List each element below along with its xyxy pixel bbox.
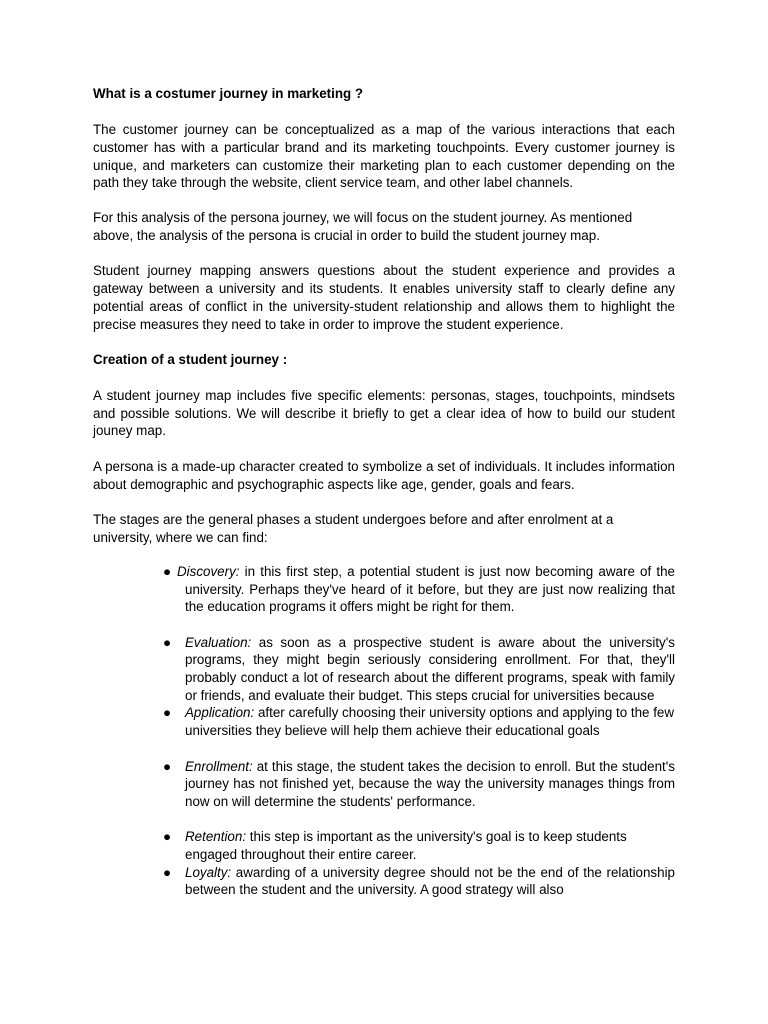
bullet-icon: ● [163,563,172,579]
stage-term: Retention: [185,829,247,845]
stage-description: as soon as a prospective student is aware about the university's programs, they might begin seriously considering enrollment. For that, they'll probably conduct a lot of research about the different programs, speak with family or friends, and evaluate their budget. This steps crucial for universities because [185,634,675,703]
list-item-evaluation [163,634,675,705]
list-item-loyalty [163,864,675,899]
stage-description: at this stage, the student takes the decision to enroll. But the student's journey has not finished yet, because the way the university manages things from now on will determine the students' performance. [185,758,675,809]
bullet-icon: ● [163,705,172,721]
paragraph-persona-definition: A persona is a made-up character created to symbolize a set of individuals. It includes information about demographic and psychographic aspects like age, gender, goals and fears. [93,459,675,492]
bullet-icon: ● [163,864,172,880]
paragraph-persona-journey-focus: For this analysis of the persona journey, we will focus on the student journey. As mentioned above, the analysis of the persona is crucial in order to build the student journey map. [93,210,633,243]
stages-bullet-list [163,563,675,899]
list-item-discovery [163,563,675,616]
stage-term: Enrollment: [185,758,253,774]
list-item-enrollment [163,758,675,811]
bullet-icon: ● [163,758,172,774]
stage-term: Application: [185,705,255,721]
paragraph-journey-map-elements: A student journey map includes five specific elements: personas, stages, touchpoints, mindsets and possible solutions. We will describe it briefly to get a clear idea of how to build our student jouney map. [93,387,675,439]
stage-term: Loyalty: [185,864,232,880]
heading-creation-student-journey: Creation of a student journey : [93,352,288,368]
stage-term: Discovery: [177,563,240,579]
stage-term: Evaluation: [185,634,252,650]
list-item-application [163,704,675,739]
list-item-retention [163,828,675,863]
document-page [93,85,675,899]
stage-description: in this first step, a potential student is just now becoming aware of the university. Perhaps they've heard of it before, but they are just now realizing that the education programs it offers might be right for them. [185,563,675,615]
stage-description: after carefully choosing their university options and applying to the few universities they believe will help them achieve their educational goals [185,705,675,739]
heading-customer-journey: What is a costumer journey in marketing ? [93,86,364,101]
paragraph-student-journey-mapping: Student journey mapping answers questions about the student experience and provides a gateway between a university and its students. It enables university staff to clearly define any potential areas of conflict in the university-student relationship and allows them to highlight the precise measures they need to take in order to improve the student experience. [93,263,675,332]
stage-description: awarding of a university degree should not be the end of the relationship between the student and the university. A good strategy will also [185,864,675,898]
bullet-icon: ● [163,634,172,650]
stage-description: this step is important as the university's goal is to keep students engaged throughout their entire career. [185,829,627,863]
bullet-icon: ● [163,829,172,845]
paragraph-customer-journey-definition: The customer journey can be conceptualized as a map of the various interactions that each customer has with a particular brand and its marketing touchpoints. Every customer journey is unique, and marketers can customize their marketing plan to each customer depending on the path they take through the website, client service team, and other label channels. [93,122,675,191]
paragraph-stages-intro: The stages are the general phases a student undergoes before and after enrolment at a university, where we can find: [93,512,614,546]
